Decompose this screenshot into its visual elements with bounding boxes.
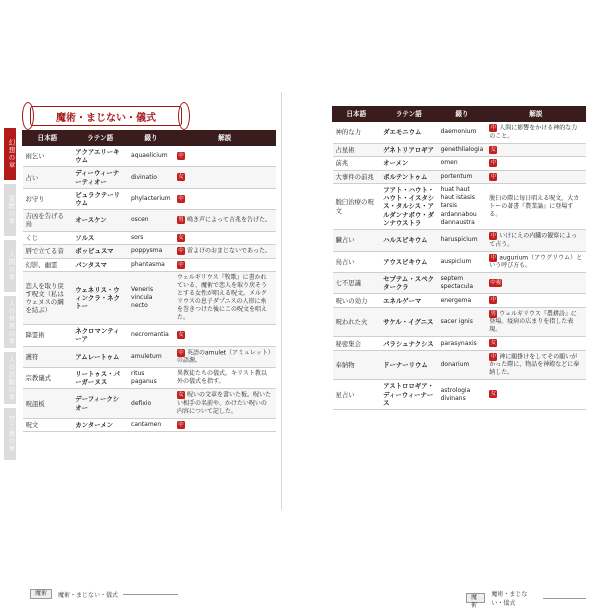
explanation-text: いけにえの内臓の観察によって占う。: [489, 232, 578, 248]
cell-japanese: [333, 251, 381, 273]
cell-spelling: [128, 245, 174, 259]
cell-explanation: [486, 350, 585, 380]
cell-explanation: [486, 170, 585, 184]
cell-japanese-text: 鳥占い: [335, 257, 355, 266]
gender-badge: 女: [178, 234, 184, 241]
cell-explanation: [486, 294, 585, 308]
cell-explanation: [486, 337, 585, 351]
table-row: [333, 350, 586, 380]
cell-explanation: [486, 230, 585, 252]
cell-japanese: [23, 188, 73, 209]
cell-latin: [380, 122, 438, 144]
cell-spelling-text: oscen: [131, 216, 149, 224]
table-row: [23, 258, 276, 272]
cell-spelling-text: phylacterium: [131, 194, 171, 202]
left-page: [16, 92, 282, 599]
cell-japanese-text: 雨乞い: [25, 152, 45, 161]
cell-latin-text: パラシュナクシス: [383, 339, 434, 348]
cell-japanese: [333, 230, 381, 252]
cell-spelling: [438, 294, 487, 308]
cell-japanese-text: 恋人を取り戻す呪文（私はウェヌスの綱を結ぶ）: [25, 281, 64, 315]
explanation-text: 神に願掛けをしてその願いがかった際に、物品を神殿などに奉納した。: [489, 353, 580, 377]
cell-japanese: [23, 325, 73, 346]
cell-spelling-text: necromantia: [131, 331, 169, 339]
cell-explanation: [486, 273, 585, 294]
cell-latin: [72, 231, 128, 245]
cell-latin-text: オースケン: [75, 216, 107, 225]
cell-spelling: [128, 210, 174, 231]
gender-badge: 中: [178, 261, 184, 268]
cell-latin: [380, 143, 438, 157]
section-title: 魔術・まじない・儀式: [30, 106, 182, 126]
header-japanese: 日本語: [23, 131, 73, 146]
cell-explanation: [174, 231, 276, 245]
cell-japanese-text: 呪文: [25, 421, 39, 430]
gender-badge: 中複: [490, 279, 502, 286]
cell-japanese: [333, 307, 381, 337]
cell-explanation: [174, 325, 276, 346]
cell-japanese-text: 降霊術: [25, 331, 45, 340]
cell-explanation: [486, 307, 585, 337]
cell-spelling: [438, 184, 487, 230]
cell-spelling-text: energema: [440, 296, 472, 304]
table-row: [333, 230, 586, 252]
gender-badge: 中: [490, 254, 497, 261]
explanation-text: 鳴き声によって吉兆を告げた。: [187, 216, 272, 224]
cell-japanese: [333, 157, 381, 171]
cell-latin-text: アムレートゥム: [75, 352, 120, 361]
cell-explanation: [174, 167, 276, 188]
header-latin: ラテン語: [72, 131, 128, 146]
cell-japanese: [333, 122, 381, 144]
gender-badge: 男: [178, 217, 184, 224]
cell-spelling-text: phantasma: [131, 260, 165, 268]
table-row: [333, 307, 586, 337]
explanation-text: 呪いの文章を書いた板。呪いたい相手の名前や、かけたい呪いの内容について記した。: [177, 391, 272, 415]
cell-spelling-text: poppysma: [131, 247, 163, 255]
cell-spelling: [128, 231, 174, 245]
cell-explanation: [174, 258, 276, 272]
cell-spelling-text: daemonium: [440, 128, 477, 136]
cell-latin-text: アストロロギア・ディーウィーナース: [383, 382, 434, 407]
cell-explanation: [486, 380, 585, 410]
cell-latin-text: ハルスピキウム: [383, 236, 428, 245]
table-row: [333, 143, 586, 157]
cell-spelling-text: portentum: [440, 172, 473, 180]
cell-latin: [72, 258, 128, 272]
cell-spelling: [128, 188, 174, 209]
cell-spelling-text: haruspicium: [440, 236, 478, 244]
gender-badge: 中: [490, 173, 497, 180]
cell-japanese: [23, 272, 73, 325]
cell-japanese: [333, 350, 381, 380]
cell-explanation: [486, 157, 585, 171]
cell-spelling: [128, 146, 174, 167]
cell-latin-text: ゲネトリアロギア: [383, 145, 434, 154]
footer-text: 魔術・まじない・儀式: [491, 591, 528, 607]
tab-chapter-3[interactable]: 人間の章: [4, 240, 18, 292]
cell-japanese: [23, 167, 73, 188]
cell-japanese-text: 唇で立てる音: [25, 247, 64, 256]
cell-spelling-text: cantamen: [131, 421, 162, 429]
cell-latin-text: ピュラクテーリウム: [75, 190, 121, 208]
cell-latin: [380, 184, 438, 230]
cell-japanese-text: くじ: [25, 233, 39, 242]
cell-spelling: [128, 258, 174, 272]
cell-spelling: [438, 251, 487, 273]
cell-explanation: [486, 143, 585, 157]
cell-spelling-text: omen: [440, 159, 458, 167]
cell-spelling: [438, 122, 487, 144]
cell-latin-text: ネクロマンティーア: [75, 327, 120, 344]
tab-chapter-4[interactable]: 人の世界の章: [4, 296, 18, 348]
cell-explanation: [174, 368, 276, 389]
cell-explanation: [486, 251, 585, 273]
cell-latin-text: ドーナーリウム: [383, 361, 428, 370]
cell-spelling: [438, 157, 487, 171]
table-row: [333, 184, 586, 230]
cell-latin: [380, 350, 438, 380]
cell-japanese-text: 占星術: [335, 145, 355, 154]
cell-latin: [72, 389, 128, 419]
cell-latin-text: ポルテントゥム: [383, 172, 428, 181]
cell-explanation: [486, 184, 585, 230]
table-row: [23, 188, 276, 209]
cell-spelling: [128, 346, 174, 368]
cell-japanese-text: 呪われた火: [335, 318, 368, 327]
cell-spelling: [438, 380, 487, 410]
cell-japanese-text: 吉凶を告げる鳥: [25, 212, 64, 229]
right-page: [316, 92, 586, 609]
cell-spelling-text: septem spectacula: [440, 275, 474, 291]
table-row: [23, 325, 276, 346]
cell-spelling-text: huat haut haut istasis tarsis ardannabou dannaustra: [440, 186, 477, 226]
explanation-text: 人間に影響をかける神的な力のこと。: [489, 124, 578, 140]
gender-badge: 女: [490, 340, 497, 347]
cell-latin-text: ダエモニウム: [383, 128, 422, 137]
gender-badge: 女: [178, 332, 184, 339]
gender-badge: 中: [490, 160, 497, 166]
cell-latin-text: エネルゲーマ: [383, 296, 422, 305]
gender-badge: 中: [178, 349, 184, 356]
table-row: [333, 337, 586, 351]
cell-spelling: [128, 389, 174, 419]
cell-latin: [380, 380, 438, 410]
table-row: [333, 251, 586, 273]
cell-latin: [72, 325, 128, 346]
cell-explanation: [174, 146, 276, 167]
table-row: [23, 231, 276, 245]
left-vocab-table: [22, 130, 276, 432]
cell-japanese: [23, 231, 73, 245]
cell-japanese: [333, 337, 381, 351]
cell-latin: [72, 368, 128, 389]
cell-japanese-text: 秘密集会: [335, 339, 362, 348]
gender-badge: 中: [490, 125, 497, 131]
table-row: [333, 157, 586, 171]
explanation-text: 異教徒たちの儀式。キリスト教以外の儀式を指す。: [177, 370, 267, 386]
header-spelling: 綴り: [438, 107, 487, 122]
cell-japanese: [23, 146, 73, 167]
cell-latin: [380, 307, 438, 337]
cell-latin-text: パンタスマ: [75, 260, 107, 269]
cell-japanese-text: 呪いの効力: [335, 296, 368, 305]
cell-latin: [72, 418, 128, 432]
cell-spelling-text: Veneris vincula necto: [131, 285, 154, 310]
cell-latin: [72, 188, 128, 209]
gender-badge: 女: [178, 392, 184, 399]
left-footer: [30, 589, 178, 599]
cell-latin: [380, 230, 438, 252]
gender-badge: 中: [490, 353, 497, 360]
cell-spelling: [128, 368, 174, 389]
cell-japanese-text: 七不思議: [335, 279, 362, 288]
cell-latin: [380, 251, 438, 273]
cell-japanese: [23, 368, 73, 389]
cell-japanese-text: 宗教儀式: [25, 374, 52, 383]
cell-japanese: [23, 210, 73, 231]
cell-spelling-text: parasynaxis: [440, 339, 477, 347]
cell-spelling-text: defixio: [131, 399, 152, 407]
cell-explanation: [174, 272, 276, 325]
explanation-text: 脱臼の際に毎日唱える呪文。大カトーの著書『農業論』に登場する。: [489, 194, 580, 218]
table-row: [333, 380, 586, 410]
tab-chapter-6[interactable]: 空と地の章: [4, 408, 18, 460]
cell-latin-text: フアト・ハウト・ハウト・イスタシス・タルシス・アルダンナボウ・ダンナウストラ: [383, 186, 435, 227]
table-row: [333, 294, 586, 308]
table-row: [23, 245, 276, 259]
cell-latin: [380, 337, 438, 351]
cell-latin-text: ポッピュスマ: [75, 247, 114, 256]
right-vocab-table: [332, 106, 586, 410]
tab-chapter-2[interactable]: 霊獣の章: [4, 184, 18, 236]
cell-spelling-text: astrologia divinans: [440, 386, 471, 402]
gender-badge: 女: [490, 391, 497, 398]
table-row: [23, 167, 276, 188]
header-japanese: 日本語: [333, 107, 381, 122]
footer-tag: 魔術: [466, 593, 485, 603]
cell-spelling: [438, 337, 487, 351]
cell-latin-text: ソルス: [75, 233, 95, 242]
cell-japanese-text: 臓占い: [335, 236, 355, 245]
footer-text: 魔術・まじない・儀式: [58, 591, 119, 599]
cell-latin-text: サケル・イグニス: [383, 318, 434, 327]
gender-badge: 女: [490, 146, 497, 153]
cell-latin: [72, 210, 128, 231]
footer-rule: [543, 598, 586, 599]
explanation-text: ウェルギリウス『農耕詩』に登場。疫病の広まりを指した表現。: [489, 310, 577, 334]
cell-japanese: [333, 273, 381, 294]
cell-japanese: [23, 346, 73, 368]
gender-badge: 中: [178, 195, 184, 202]
cell-japanese: [333, 184, 381, 230]
cell-japanese-text: 幻影、幽霊: [25, 260, 58, 269]
gender-badge: 中: [178, 421, 184, 428]
cell-japanese-text: 神的な力: [335, 128, 362, 137]
cell-latin-text: リートゥス・パーガーヌス: [75, 370, 120, 387]
cell-latin-text: ウェネリス・ウィンクラ・ネクトー: [75, 285, 120, 311]
cell-japanese: [333, 380, 381, 410]
cell-latin-text: オーメン: [383, 159, 409, 168]
gender-badge: 中: [178, 248, 184, 255]
cell-spelling: [438, 350, 487, 380]
cell-japanese-text: 大事件の前兆: [335, 172, 374, 181]
cell-latin-text: カンターメン: [75, 421, 114, 430]
explanation-text: ウェルギリウス『牧歌』に書かれている、魔術で恋人を取り戻そうとする女性が唱える呪文。メルクリウスの息子ダプニスの人形に糸を巻きつけた後にこの呪文を唱えた。: [177, 274, 268, 322]
explanation-text: 英語のamulet（アミュレット）の語源。: [177, 349, 271, 365]
cell-spelling: [438, 307, 487, 337]
cell-japanese-text: 占い: [25, 173, 39, 182]
table-row: [333, 170, 586, 184]
cell-spelling-text: sacer ignis: [440, 318, 473, 326]
cell-japanese: [23, 389, 73, 419]
cell-latin: [380, 170, 438, 184]
gender-badge: 中: [490, 233, 497, 240]
header-explanation: 解説: [174, 131, 276, 146]
cell-latin-text: セプテム・スペクタークラ: [383, 275, 434, 292]
cell-spelling-text: sors: [131, 233, 144, 241]
cell-explanation: [174, 210, 276, 231]
explanation-text: 雷よけのおまじないであった。: [187, 247, 271, 255]
cell-latin-text: アクアエリーキウム: [75, 148, 120, 165]
cell-spelling: [438, 273, 487, 294]
gender-badge: 男: [490, 310, 497, 317]
cell-japanese: [23, 418, 73, 432]
cell-latin: [380, 273, 438, 294]
cell-explanation: [174, 245, 276, 259]
table-row: [333, 273, 586, 294]
cell-latin: [72, 146, 128, 167]
table-row: [23, 368, 276, 389]
cell-spelling-text: divinatio: [131, 173, 157, 181]
cell-latin-text: ディーウィーナーティオー: [75, 169, 120, 186]
cell-spelling: [128, 167, 174, 188]
table-row: [23, 346, 276, 368]
cell-japanese: [333, 170, 381, 184]
cell-latin: [72, 346, 128, 368]
header-latin: ラテン語: [380, 107, 438, 122]
cell-latin: [72, 167, 128, 188]
table-row: [23, 418, 276, 432]
table-row: [23, 210, 276, 231]
cell-spelling: [128, 272, 174, 325]
cell-spelling-text: aquaelicium: [131, 152, 168, 160]
cell-japanese-text: 護符: [25, 352, 39, 361]
table-row: [23, 389, 276, 419]
cell-japanese-text: 奉納物: [335, 361, 355, 370]
cell-latin-text: アウスピキウム: [383, 257, 428, 266]
cell-spelling-text: donarium: [440, 361, 470, 369]
table-row: [23, 146, 276, 167]
cell-explanation: [174, 188, 276, 209]
cell-japanese: [333, 143, 381, 157]
cell-explanation: [174, 418, 276, 432]
cell-explanation: [174, 346, 276, 368]
cell-explanation: [486, 122, 585, 144]
table-row: [333, 122, 586, 144]
cell-japanese-text: 脱臼治療の呪文: [335, 198, 374, 215]
cell-spelling: [438, 230, 487, 252]
cell-latin: [380, 294, 438, 308]
right-footer: [466, 589, 586, 607]
header-explanation: 解説: [486, 107, 585, 122]
tab-chapter-1[interactable]: 幻想の章: [4, 128, 18, 180]
cell-latin: [72, 272, 128, 325]
cell-latin: [380, 157, 438, 171]
tab-chapter-5[interactable]: 人の活動の章: [4, 352, 18, 404]
footer-tag: 魔術: [30, 589, 52, 599]
cell-japanese-text: 前兆: [335, 159, 349, 168]
cell-japanese: [333, 294, 381, 308]
footer-rule: [123, 594, 178, 595]
cell-spelling-text: ritus paganus: [131, 370, 157, 386]
cell-japanese-text: 星占い: [335, 390, 355, 399]
header-spelling: 綴り: [128, 131, 174, 146]
cell-japanese: [23, 258, 73, 272]
cell-latin-text: デーフィークシオー: [75, 395, 120, 412]
cell-spelling-text: auspicium: [440, 257, 472, 265]
cell-latin: [72, 245, 128, 259]
cell-spelling-text: amuletum: [131, 352, 162, 360]
cell-spelling: [128, 418, 174, 432]
gender-badge: 女: [178, 174, 184, 181]
cell-explanation: [174, 389, 276, 419]
gender-badge: 中: [178, 152, 184, 159]
cell-spelling: [438, 143, 487, 157]
table-row: [23, 272, 276, 325]
explanation-text: augurium（アウグリウム）という呼び方も。: [489, 254, 583, 270]
cell-japanese-text: 呪詛板: [25, 399, 45, 408]
cell-spelling: [438, 170, 487, 184]
cell-japanese-text: お守り: [25, 194, 45, 203]
cell-spelling: [128, 325, 174, 346]
cell-spelling-text: genethlialogia: [440, 145, 484, 153]
cell-japanese: [23, 245, 73, 259]
gender-badge: 中: [490, 297, 497, 304]
